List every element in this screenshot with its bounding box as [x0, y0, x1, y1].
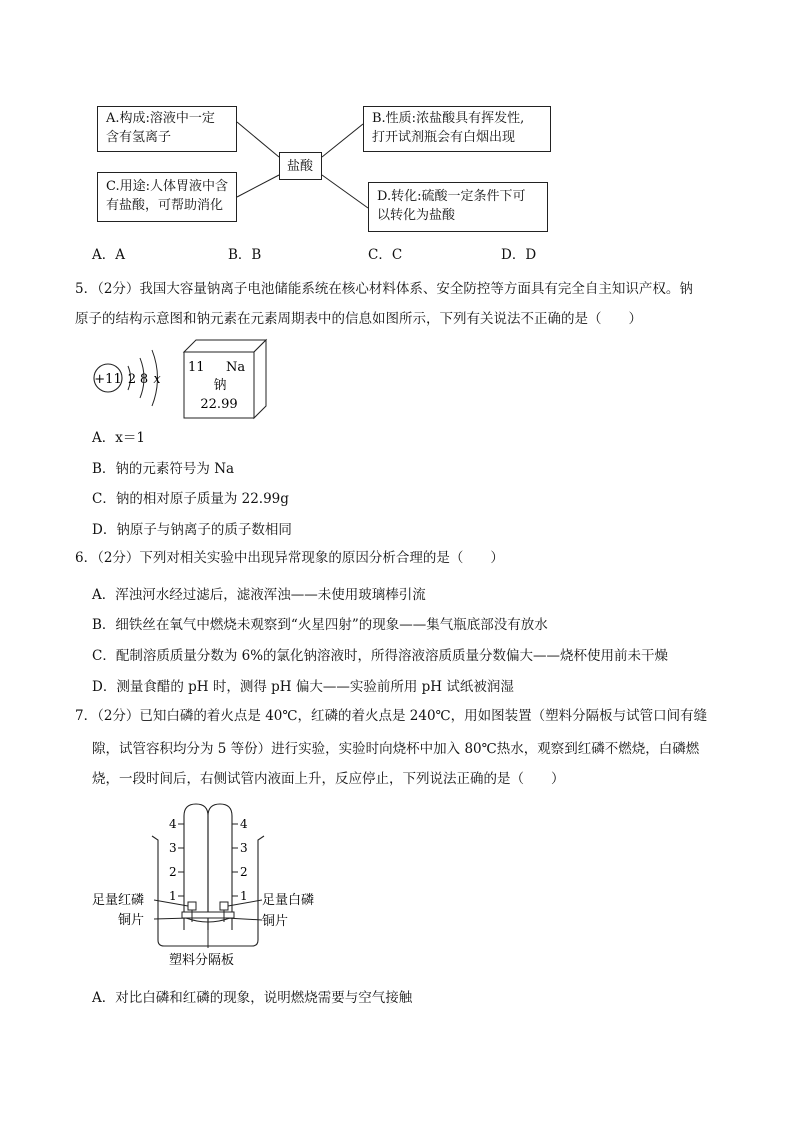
right-test-tube: [208, 804, 232, 930]
left-scale-4: 4: [169, 817, 177, 831]
q5-stem-line2: 原子的结构示意图和钠元素在元素周期表中的信息如图所示，下列有关说法不正确的是（ ）: [75, 311, 642, 327]
label-red-phosphorus: 足量红磷: [92, 893, 145, 908]
q4-box-a-line1: A.构成:溶液中一定: [106, 111, 215, 126]
red-phosphorus: [188, 902, 196, 910]
cell-atomic-mass: 22.99: [200, 397, 238, 412]
q4-box-c-line1: C.用途:人体胃液中含: [106, 179, 228, 194]
q6-option-d[interactable]: D．测量食醋的 pH 时，测得 pH 偏大——实验前所用 pH 试纸被润湿: [92, 679, 514, 695]
right-scale-4: 4: [240, 817, 248, 831]
label-plastic-divider: 塑料分隔板: [169, 953, 235, 968]
phosphorus-experiment-figure: [90, 800, 340, 975]
q4-box-d-line1: D.转化:硫酸一定条件下可: [377, 189, 526, 204]
q4-box-b-line2: 打开试剂瓶会有白烟出现: [372, 130, 516, 145]
q5-stem-line1: 5．（2分）我国大容量钠离子电池储能系统在核心材料体系、安全防控等方面具有完全自主知识产权。钠: [75, 281, 693, 297]
q6-option-b[interactable]: B．细铁丝在氧气中燃烧未观察到“火星四射”的现象——集气瓶底部没有放水: [92, 617, 548, 633]
q7-stem-line1: 7．（2分）已知白磷的着火点是 40℃，红磷的着火点是 240℃，用如图装置（塑料分隔板与试管口间有缝: [75, 708, 708, 724]
cell-element-name: 钠: [213, 378, 227, 393]
sodium-atom-diagram: [88, 342, 188, 414]
right-scale-2: 2: [240, 865, 248, 879]
q4-option-d[interactable]: D．D: [501, 247, 537, 263]
q4-box-b-line1: B.性质:浓盐酸具有挥发性,: [372, 111, 525, 126]
plastic-divider: [182, 912, 234, 918]
right-scale-3: 3: [240, 841, 248, 855]
q4-box-c-line2: 有盐酸，可帮助消化: [106, 198, 224, 213]
label-copper-left: 铜片: [118, 913, 145, 928]
atom-shell-1: 2: [127, 372, 137, 387]
q4-box-c: [97, 172, 237, 222]
left-scale-3: 3: [169, 841, 177, 855]
q6-option-a[interactable]: A．浑浊河水经过滤后，滤液浑浊——未使用玻璃棒引流: [92, 587, 426, 603]
q7-option-a[interactable]: A．对比白磷和红磷的现象，说明燃烧需要与空气接触: [92, 990, 413, 1006]
q7-stem-line3: 烧，一段时间后，右侧试管内液面上升，反应停止，下列说法正确的是（ ）: [92, 771, 565, 787]
label-white-phosphorus: 足量白磷: [262, 893, 315, 908]
q6-stem: 6．（2分）下列对相关实验中出现异常现象的原因分析合理的是（ ）: [75, 550, 504, 566]
q5-option-d[interactable]: D．钠原子与钠离子的质子数相同: [92, 522, 292, 538]
left-scale-2: 2: [169, 865, 177, 879]
atom-shell-2: 8: [139, 372, 149, 387]
cell-atomic-number: 11: [188, 360, 205, 375]
q4-center-label: 盐酸: [287, 159, 314, 174]
q4-option-b[interactable]: B．B: [228, 247, 262, 263]
q5-option-c[interactable]: C．钠的相对原子质量为 22.99g: [92, 491, 289, 507]
q7-stem-line2: 隙，试管容积均分为 5 等份）进行实验，实验时向烧杯中加入 80℃热水，观察到红磷不燃烧，白磷燃: [92, 741, 700, 757]
q4-box-d-line2: 以转化为盐酸: [377, 208, 456, 223]
q4-box-a: [97, 106, 237, 152]
left-test-tube: [184, 804, 208, 930]
q4-box-d: [368, 182, 548, 232]
q4-box-b: [363, 106, 551, 152]
q6-option-c[interactable]: C．配制溶质质量分数为 6%的氯化钠溶液时，所得溶液溶质质量分数偏大——烧杯使用前未干燥: [92, 648, 669, 664]
white-phosphorus: [220, 902, 228, 910]
q4-option-a[interactable]: A．A: [92, 247, 125, 263]
label-copper-right: 铜片: [262, 914, 289, 929]
q4-center-box: [279, 152, 322, 180]
q4-box-a-line2: 含有氢离子: [106, 130, 172, 145]
periodic-table-cell: [180, 334, 270, 420]
q4-option-c[interactable]: C．C: [368, 247, 403, 263]
right-scale-1: 1: [240, 889, 248, 903]
q5-option-a[interactable]: A．x＝1: [92, 430, 145, 446]
atom-nucleus-charge: +11: [94, 372, 122, 387]
atom-shell-3: x: [153, 372, 161, 387]
cell-symbol: Na: [226, 360, 246, 375]
left-scale-1: 1: [169, 889, 177, 903]
q5-option-b[interactable]: B．钠的元素符号为 Na: [92, 461, 235, 477]
